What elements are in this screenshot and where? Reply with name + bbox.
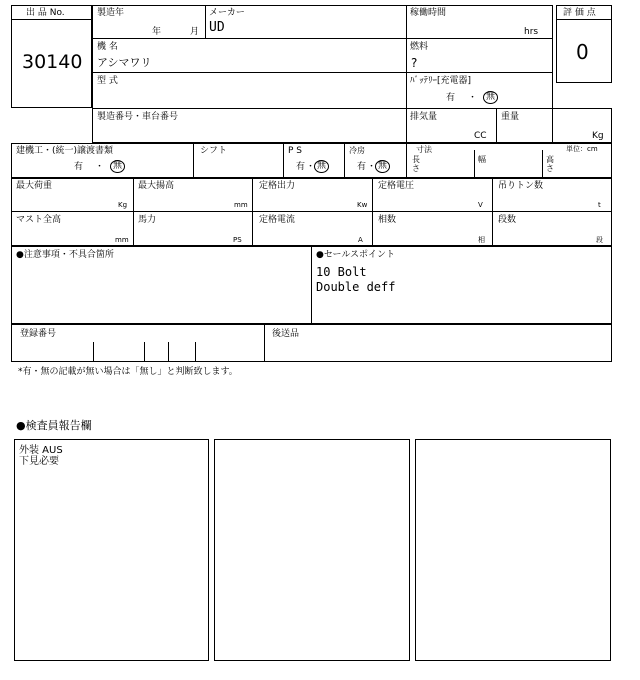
battery-yes: 有 bbox=[446, 93, 456, 103]
transfer-no-circled: 無 bbox=[110, 160, 125, 173]
sales-label: ●セールスポイント bbox=[316, 250, 396, 260]
max-lift-label: 最大揚高 bbox=[138, 181, 175, 191]
footnote: *有・無の記載が無い場合は「無し」と判断致します。 bbox=[18, 367, 238, 377]
steps-unit: 段 bbox=[596, 236, 603, 244]
type-label: 型 式 bbox=[97, 76, 118, 86]
max-lift-unit: mm bbox=[234, 201, 248, 209]
ac-dot: ・ bbox=[367, 162, 377, 172]
item-no-divider bbox=[11, 19, 92, 20]
registration-row bbox=[11, 324, 612, 362]
battery-no-circled: 無 bbox=[483, 91, 498, 104]
shift-label: シフト bbox=[200, 146, 228, 156]
displacement-unit: CC bbox=[474, 131, 487, 141]
dim-unit: 単位：cm bbox=[566, 145, 598, 153]
sales-line-2: Double deff bbox=[316, 280, 396, 294]
inspector-box-3 bbox=[415, 439, 611, 661]
lift-ton-unit: t bbox=[598, 201, 601, 209]
hours-label: 稼働時間 bbox=[410, 8, 447, 18]
score-value: 0 bbox=[576, 40, 589, 64]
battery-dot: ・ bbox=[468, 93, 478, 103]
max-load-unit: Kg bbox=[118, 201, 128, 209]
ps-yes: 有 bbox=[296, 162, 306, 172]
rated-output-unit: Kw bbox=[357, 201, 368, 209]
model-name-label: 機 名 bbox=[97, 42, 118, 52]
inspector-line-2: 下見必要 bbox=[19, 456, 59, 467]
displacement-label: 排気量 bbox=[410, 112, 438, 122]
rated-current-label: 定格電流 bbox=[259, 215, 296, 225]
registration-label: 登録番号 bbox=[20, 329, 57, 339]
transfer-label: 建機工・(統一)譲渡書類 bbox=[16, 146, 114, 156]
later-label: 後送品 bbox=[272, 329, 300, 339]
issues-label: ●注意事項・不具合箇所 bbox=[16, 250, 114, 260]
inspector-line-1: 外装 AUS bbox=[19, 445, 63, 456]
model-name-value: アシマワリ bbox=[97, 56, 152, 69]
hp-label: 馬力 bbox=[138, 215, 157, 225]
year-label: 製造年 bbox=[97, 8, 125, 18]
ac-yes: 有 bbox=[357, 162, 367, 172]
width-label: 幅 bbox=[478, 155, 486, 164]
ps-label: P S bbox=[288, 146, 303, 156]
hours-unit: hrs bbox=[524, 27, 539, 37]
height-label: 高 さ bbox=[546, 155, 554, 173]
month-unit: 月 bbox=[190, 27, 200, 37]
weight-label: 重量 bbox=[501, 112, 520, 122]
dim-label: 寸法 bbox=[416, 145, 432, 154]
inspector-box-2 bbox=[214, 439, 410, 661]
row4 bbox=[11, 211, 612, 246]
transfer-dot: ・ bbox=[95, 162, 105, 172]
score-label: 評 価 点 bbox=[563, 8, 596, 18]
ps-dot: ・ bbox=[306, 162, 316, 172]
maker-label: メーカー bbox=[209, 8, 245, 18]
battery-label: ﾊﾞｯﾃﾘｰ[充電器] bbox=[410, 76, 472, 86]
hp-unit: PS bbox=[233, 236, 242, 244]
fuel-value: ? bbox=[411, 56, 418, 70]
max-load-label: 最大荷重 bbox=[16, 181, 53, 191]
ac-no-circled: 無 bbox=[375, 160, 390, 173]
phase-unit: 相 bbox=[478, 236, 485, 244]
ac-label: 冷房 bbox=[349, 146, 365, 155]
fuel-label: 燃料 bbox=[410, 42, 429, 52]
steps-label: 段数 bbox=[498, 215, 517, 225]
inspector-box-1 bbox=[14, 439, 209, 661]
rated-voltage-unit: V bbox=[478, 201, 483, 209]
rated-voltage-label: 定格電圧 bbox=[378, 181, 415, 191]
rated-current-unit: A bbox=[358, 236, 363, 244]
phase-label: 相数 bbox=[378, 215, 397, 225]
maker-value: UD bbox=[209, 20, 225, 35]
year-unit: 年 bbox=[152, 27, 162, 37]
length-label: 長 さ bbox=[412, 155, 420, 173]
score-divider bbox=[556, 19, 612, 20]
inspector-title: ●検査員報告欄 bbox=[16, 419, 92, 432]
sales-line-1: 10 Bolt bbox=[316, 265, 367, 279]
header-grid bbox=[92, 5, 553, 143]
item-no-value: 30140 bbox=[22, 51, 83, 73]
rated-output-label: 定格出力 bbox=[259, 181, 296, 191]
weight-unit: Kg bbox=[592, 131, 604, 141]
mast-unit: mm bbox=[115, 236, 129, 244]
mast-label: マスト全高 bbox=[16, 215, 62, 225]
lift-ton-label: 吊りトン数 bbox=[498, 181, 544, 191]
serial-label: 製造番号・車台番号 bbox=[97, 112, 179, 122]
item-no-label: 出 品 No. bbox=[26, 8, 65, 18]
transfer-yes: 有 bbox=[74, 162, 84, 172]
ps-no-circled: 無 bbox=[314, 160, 329, 173]
